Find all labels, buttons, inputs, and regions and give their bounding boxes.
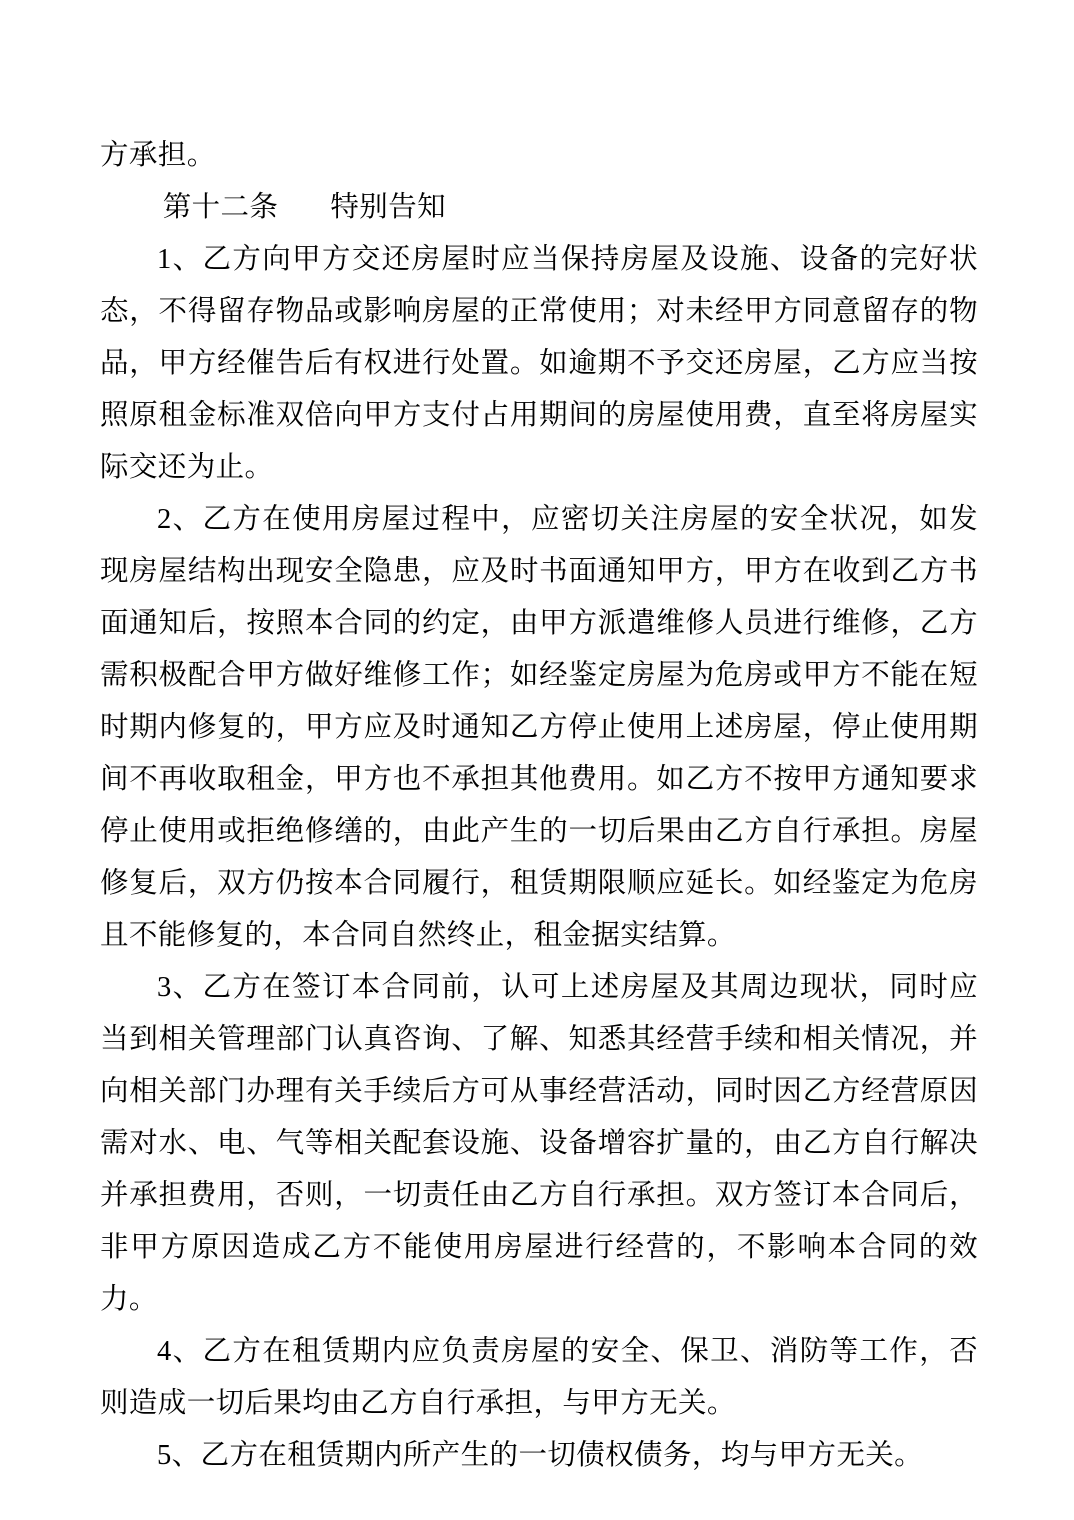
paragraph-item-2: 2、乙方在使用房屋过程中，应密切关注房屋的安全状况，如发现房屋结构出现安全隐患，应及时书面通知甲方，甲方在收到乙方书面通知后，按照本合同的约定，由甲方派遣维修人员进行维修，乙方需积极配合甲方做好维修工作；如经鉴定房屋为危房或甲方不能在短时期内修复的，甲方应及时通知乙方停止使用上述房屋，停止使用期间不再收取租金，甲方也不承担其他费用。如乙方不按甲方通知要求停止使用或拒绝修缮的，由此产生的一切后果由乙方自行承担。房屋修复后，双方仍按本合同履行，租赁期限顺应延长。如经鉴定为危房且不能修复的，本合同自然终止，租金据实结算。 xyxy=(100,504,978,951)
paragraph-item-1: 1、乙方向甲方交还房屋时应当保持房屋及设施、设备的完好状态，不得留存物品或影响房屋的正常使用；对未经甲方同意留存的物品，甲方经催告后有权进行处置。如逾期不予交还房屋，乙方应当按照原租金标准双倍向甲方支付占用期间的房屋使用费，直至将房屋实际交还为止。 xyxy=(100,244,978,483)
paragraph-item-5: 5、乙方在租赁期内所产生的一切债权债务，均与甲方无关。 xyxy=(157,1440,924,1471)
document-body xyxy=(100,130,978,1482)
article-12-heading xyxy=(100,182,978,234)
paragraph-item-4: 4、乙方在租赁期内应负责房屋的安全、保卫、消防等工作，否则造成一切后果均由乙方自行承担，与甲方无关。 xyxy=(100,1336,978,1419)
article-12-label: 第十二条 xyxy=(162,192,279,223)
paragraph-item-3: 3、乙方在签订本合同前，认可上述房屋及其周边现状，同时应当到相关管理部门认真咨询、了解、知悉其经营手续和相关情况，并向相关部门办理有关手续后方可从事经营活动，同时因乙方经营原因需对水、电、气等相关配套设施、设备增容扩量的，由乙方自行解决并承担费用，否则，一切责任由乙方自行承担。双方签订本合同后，非甲方原因造成乙方不能使用房屋进行经营的，不影响本合同的效力。 xyxy=(100,972,978,1315)
paragraph-continuation: 方承担。 xyxy=(100,140,216,171)
article-12-title: 特别告知 xyxy=(330,192,447,223)
